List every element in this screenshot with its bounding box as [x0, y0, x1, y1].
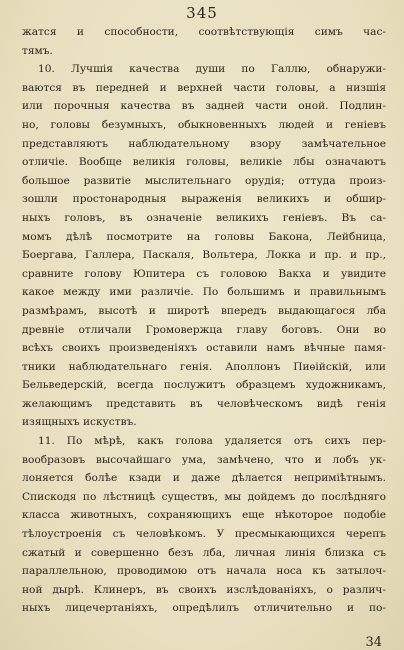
text-line: изящныхъ искуствъ.: [22, 416, 137, 429]
text-line: Боергава, Галлера, Паскаля, Вольтера, Локка и пр. и пр.,: [22, 249, 386, 262]
text-line: какое между ими различіе. По большимъ и правильнымъ: [22, 286, 386, 299]
text-line: сравните голову Юпитера съ головою Вакха и увидите: [22, 267, 386, 280]
text-line: жатся и способности, соотвѣтствующія симъ час-: [22, 26, 386, 38]
text-line: тѣлоустроенія съ человѣкомъ. У пресмыкающихся черепъ: [22, 528, 386, 541]
text-line: параллельною, проводимою отъ начала носа къ затылоч-: [22, 565, 386, 578]
signature-mark: 34: [365, 635, 382, 650]
text-line: ваются въ передней и верхней части головы, а низшія: [22, 81, 386, 94]
text-line: представляютъ наблюдательному взору замѣчательное: [22, 137, 386, 150]
text-line: зошли простонародныя выраженія великихъ и обшир-: [22, 193, 386, 206]
text-line: всѣхъ своихъ произведеніяхъ оставили намъ вѣчные памя-: [22, 342, 386, 355]
text-line: отличіе. Вообще великія головы, великіе лбы означаютъ: [22, 156, 386, 169]
body-text: [22, 23, 386, 618]
text-line: но, головы безумныхъ, обыкновенныхъ людей и геніевъ: [22, 118, 386, 131]
text-line: Бельведерскій, всегда послужитъ образцемъ художникамъ,: [22, 379, 386, 392]
text-line: сжатый и совершенно безъ лба, личная линія близка съ: [22, 546, 386, 559]
text-line: Спискодя по лѣстницѣ существъ, мы дойдемъ до послѣдняго: [22, 490, 386, 503]
text-line: лоняется болѣе кзади и даже дѣлается неприміѣтнымъ.: [22, 472, 386, 485]
text-line: ной дырѣ. Клинеръ, въ своихъ изслѣдованіяхъ, о различ-: [22, 583, 386, 596]
text-line: класса животныхъ, сохраняющихъ еще нѣкоторое подобіе: [22, 509, 386, 522]
text-line: ныхъ лицечертаніяхъ, опредѣлилъ отличительно и по-: [22, 602, 386, 615]
paragraph-start-line: 10. Лучшія качества души по Галлю, обнаружи-: [38, 63, 386, 76]
paragraph-start-line: 11. По мѣрѣ, какъ голова удаляется отъ сихъ пер-: [38, 435, 386, 448]
text-line: тямъ.: [22, 44, 53, 57]
text-line: желающимъ представить въ человѣческомъ видѣ генія: [22, 397, 386, 410]
text-line: ныхъ головъ, въ означеніе великихъ геніевъ. Въ са-: [22, 211, 386, 224]
text-line: момъ дѣлѣ посмотрите на головы Бакона, Лейбница,: [22, 230, 386, 243]
text-line: вообразовъ высочайшаго ума, замѣчено, что и лобъ ук-: [22, 453, 386, 466]
text-line: большое развитіе мыслительнаго орудія; оттуда произ-: [22, 174, 386, 187]
text-line: или порочныя качества въ задней части оной. Подлин-: [22, 100, 386, 113]
page-number: 345: [186, 4, 218, 22]
text-line: тники наблюдательнаго генія. Аполлонъ Пиѳійскій, или: [22, 360, 386, 373]
text-line: размѣрамъ, высотѣ и широтѣ впередъ выдающагося лба: [22, 304, 386, 317]
text-line: древніе отличали Громовержца главу боговъ. Они во: [22, 323, 386, 336]
